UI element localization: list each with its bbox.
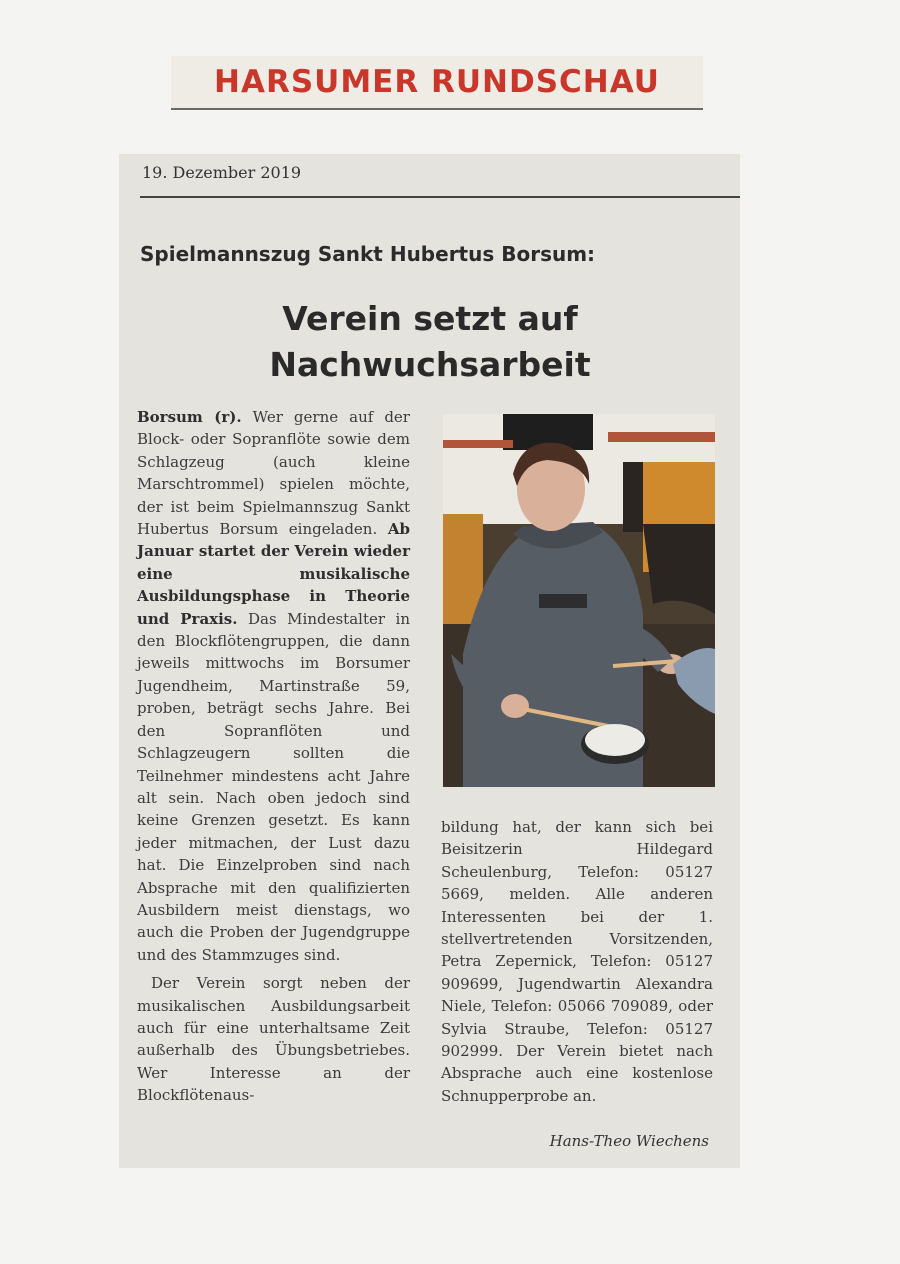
headline-line-2: Nachwuchsarbeit xyxy=(269,345,591,384)
headline-line-1: Verein setzt auf xyxy=(282,299,578,338)
article-date: 19. Dezember 2019 xyxy=(142,163,302,182)
masthead-title: HARSUMER RUNDSCHAU xyxy=(214,64,660,100)
paragraph-1-rest: Das Mindestalter in den Blockflötengruppen, die dann jeweils mittwochs im Borsumer Jugendheim, Martinstraße 59, proben, beträgt sechs Jahre. Bei den Sopranflöten und Schlagzeugern sollten die Teilnehmer mindestens acht Jahre alt sein. Nach oben jedoch sind keine Grenzen gesetzt. Es kann jeder mitmachen, der Lust dazu hat. Die Einzelproben sind nach Absprache mit den qualifizierten Ausbildern meist dienstags, wo auch die Proben der Jugendgruppe und des Stammzuges sind. xyxy=(137,609,410,964)
paragraph-2-start: Der Verein sorgt neben der musikalischen Ausbildungsarbeit auch für eine unterhaltsame Zeit außerhalb des Übungsbetriebes. Wer Interesse an der Blockflötenaus- xyxy=(137,974,410,1105)
article-photo xyxy=(443,414,715,787)
masthead xyxy=(171,56,703,110)
paragraph-1-lead: Wer gerne auf der Block- oder Sopranflöte sowie dem Schlagzeug (auch kleine Marschtrommel) spielen möchte, der ist beim Spielmannszug Sankt Hubertus Borsum eingeladen. xyxy=(137,408,410,539)
date-rule xyxy=(140,196,740,198)
article-column-1 xyxy=(137,406,410,1107)
author-byline: Hans-Theo Wiechens xyxy=(549,1132,709,1150)
article-column-2 xyxy=(441,816,713,1107)
article-headline xyxy=(180,296,680,388)
article-kicker: Spielmannszug Sankt Hubertus Borsum: xyxy=(140,242,596,266)
paragraph-2-continued: bildung hat, der kann sich bei Beisitzerin Hildegard Scheulenburg, Telefon: 05127 5669, melden. Alle anderen Interessenten bei der 1. stellvertretenden Vorsitzenden, Petra Zepernick, Telefon: 05127 909699, Jugendwartin Alexandra Niele, Telefon: 05066 709089, oder Sylvia Straube, Telefon: 05127 902999. Der Verein bietet nach Absprache auch eine kostenlose Schnupperprobe an. xyxy=(441,818,713,1105)
paragraph-1 xyxy=(137,406,410,966)
paragraph-1-bold: Ab Januar startet der Verein wieder eine musikalische Ausbildungsphase in Theorie und Praxis. xyxy=(137,520,410,628)
dateline: Borsum (r). xyxy=(137,408,242,426)
